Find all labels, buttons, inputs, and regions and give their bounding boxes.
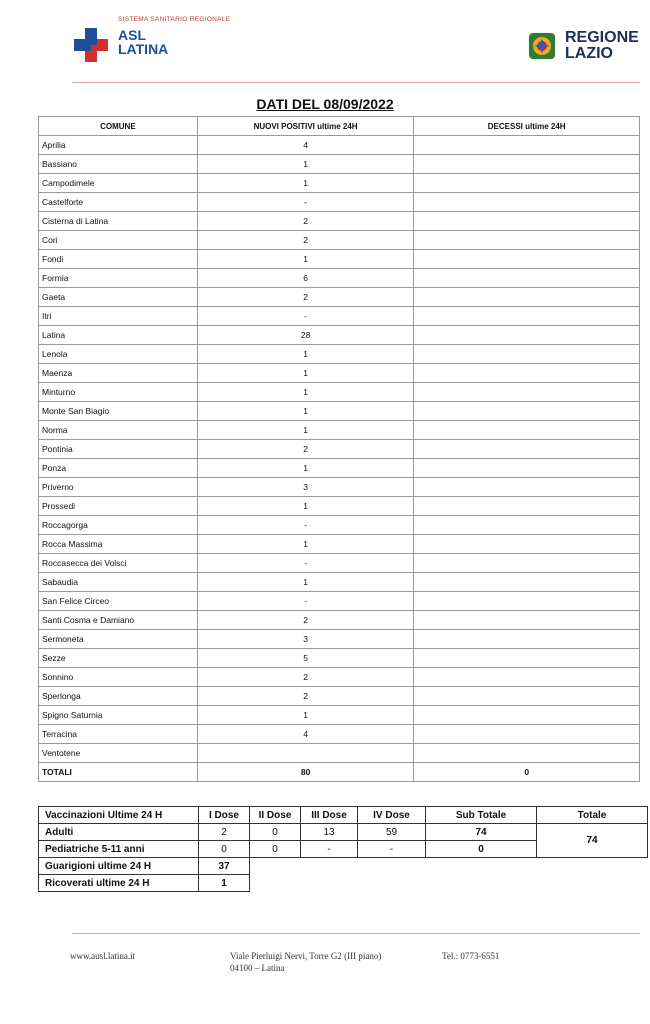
table-row	[39, 459, 640, 478]
decessi-cell	[414, 744, 640, 763]
positivi-cell: 1	[197, 573, 414, 592]
decessi-cell	[414, 345, 640, 364]
table-row	[39, 725, 640, 744]
table-row	[39, 687, 640, 706]
table-header-row	[39, 117, 640, 136]
header-divider	[72, 82, 640, 83]
decessi-cell	[414, 592, 640, 611]
positivi-cell	[197, 744, 414, 763]
comune-cell: Campodimele	[39, 174, 198, 193]
comune-cell: Priverno	[39, 478, 198, 497]
comune-cell: Roccagorga	[39, 516, 198, 535]
totals-decessi: 0	[414, 763, 640, 782]
table-row	[39, 649, 640, 668]
table-row	[39, 326, 640, 345]
decessi-cell	[414, 136, 640, 155]
table-row	[39, 250, 640, 269]
regione-lazio-text: REGIONE LAZIO	[565, 29, 639, 62]
footer-website[interactable]: www.ausl.latina.it	[70, 951, 136, 961]
comune-cell: Lenola	[39, 345, 198, 364]
decessi-cell	[414, 364, 640, 383]
comune-cell: Sezze	[39, 649, 198, 668]
positivi-cell: 1	[197, 364, 414, 383]
vax-header-row: Vaccinazioni Ultime 24 H I Dose II Dose III Dose IV Dose Sub Totale Totale	[39, 807, 648, 824]
comune-cell: Castelforte	[39, 193, 198, 212]
decessi-cell	[414, 706, 640, 725]
positivi-cell: -	[197, 307, 414, 326]
comune-cell: Fondi	[39, 250, 198, 269]
decessi-cell	[414, 459, 640, 478]
positivi-cell: 2	[197, 611, 414, 630]
comune-cell: Prossedi	[39, 497, 198, 516]
regione-lazio-emblem-icon	[526, 30, 558, 62]
table-row	[39, 288, 640, 307]
positivi-cell: 2	[197, 668, 414, 687]
table-row	[39, 402, 640, 421]
table-row	[39, 345, 640, 364]
comune-cell: Itri	[39, 307, 198, 326]
decessi-cell	[414, 421, 640, 440]
positivi-cell: 28	[197, 326, 414, 345]
comune-cell: Minturno	[39, 383, 198, 402]
vax-row-pediatriche: Pediatriche 5-11 anni 0 0 - - 0	[39, 841, 648, 858]
table-row	[39, 421, 640, 440]
comune-cell: Ponza	[39, 459, 198, 478]
positivi-cell: 4	[197, 725, 414, 744]
asl-logo-text: ASL LATINA	[118, 27, 169, 57]
decessi-cell	[414, 649, 640, 668]
ricoverati-row: Ricoverati ultime 24 H 1	[39, 875, 648, 892]
comune-cell: Rocca Massima	[39, 535, 198, 554]
decessi-cell	[414, 326, 640, 345]
decessi-cell	[414, 516, 640, 535]
decessi-cell	[414, 440, 640, 459]
positivi-cell: 1	[197, 459, 414, 478]
comune-cell: Roccasecca dei Volsci	[39, 554, 198, 573]
decessi-cell	[414, 668, 640, 687]
positivi-cell: -	[197, 193, 414, 212]
positivi-cell: -	[197, 516, 414, 535]
table-row	[39, 706, 640, 725]
decessi-cell	[414, 269, 640, 288]
decessi-cell	[414, 497, 640, 516]
positivi-cell: 5	[197, 649, 414, 668]
comune-cell: Spigno Saturnia	[39, 706, 198, 725]
comune-cell: Ventotene	[39, 744, 198, 763]
positivi-cell: 2	[197, 212, 414, 231]
comuni-table	[38, 116, 640, 782]
positivi-cell: 1	[197, 345, 414, 364]
footer-address: Viale Pierluigi Nervi, Torre G2 (III piano) 04100 – Latina	[230, 951, 382, 973]
comune-cell: Sermoneta	[39, 630, 198, 649]
comune-cell: Latina	[39, 326, 198, 345]
decessi-cell	[414, 193, 640, 212]
comune-cell: Bassiano	[39, 155, 198, 174]
table-row	[39, 497, 640, 516]
table-row	[39, 231, 640, 250]
decessi-cell	[414, 174, 640, 193]
decessi-cell	[414, 231, 640, 250]
comune-cell: Pontinia	[39, 440, 198, 459]
comune-cell: Sabaudia	[39, 573, 198, 592]
table-row	[39, 193, 640, 212]
col-header-decessi: DECESSI ultime 24H	[414, 117, 640, 136]
table-row	[39, 212, 640, 231]
table-row	[39, 174, 640, 193]
positivi-cell: -	[197, 592, 414, 611]
comune-cell: Formia	[39, 269, 198, 288]
decessi-cell	[414, 250, 640, 269]
table-row	[39, 535, 640, 554]
positivi-cell: 3	[197, 478, 414, 497]
comune-cell: Aprilia	[39, 136, 198, 155]
comune-cell: Sonnino	[39, 668, 198, 687]
asl-cross-logo	[74, 28, 108, 62]
table-row	[39, 744, 640, 763]
decessi-cell	[414, 535, 640, 554]
comune-cell: Cori	[39, 231, 198, 250]
vax-totale: 74	[537, 824, 648, 858]
positivi-cell: 1	[197, 421, 414, 440]
decessi-cell	[414, 611, 640, 630]
positivi-cell: 4	[197, 136, 414, 155]
table-row	[39, 440, 640, 459]
decessi-cell	[414, 288, 640, 307]
positivi-cell: 2	[197, 687, 414, 706]
comune-cell: Monte San Biagio	[39, 402, 198, 421]
table-row	[39, 592, 640, 611]
table-row	[39, 668, 640, 687]
decessi-cell	[414, 402, 640, 421]
system-label: SISTEMA SANITARIO REGIONALE	[118, 16, 231, 23]
positivi-cell: 1	[197, 155, 414, 174]
positivi-cell: 1	[197, 535, 414, 554]
vax-row-adulti: Adulti 2 0 13 59 74 74	[39, 824, 648, 841]
table-row	[39, 554, 640, 573]
col-header-positivi: NUOVI POSITIVI ultime 24H	[197, 117, 414, 136]
decessi-cell	[414, 725, 640, 744]
table-row	[39, 630, 640, 649]
table-row	[39, 478, 640, 497]
decessi-cell	[414, 478, 640, 497]
table-row	[39, 364, 640, 383]
comune-cell: Cisterna di Latina	[39, 212, 198, 231]
decessi-cell	[414, 307, 640, 326]
page-title: DATI DEL 08/09/2022	[256, 96, 394, 112]
decessi-cell	[414, 155, 640, 174]
col-header-comune: COMUNE	[39, 117, 198, 136]
table-row	[39, 155, 640, 174]
positivi-cell: 1	[197, 250, 414, 269]
comune-cell: Gaeta	[39, 288, 198, 307]
decessi-cell	[414, 212, 640, 231]
positivi-cell: 6	[197, 269, 414, 288]
page-header	[0, 0, 650, 90]
table-row	[39, 573, 640, 592]
table-row	[39, 516, 640, 535]
comune-cell: Maenza	[39, 364, 198, 383]
positivi-cell: 2	[197, 440, 414, 459]
decessi-cell	[414, 554, 640, 573]
positivi-cell: 1	[197, 174, 414, 193]
decessi-cell	[414, 687, 640, 706]
guarigioni-row: Guarigioni ultime 24 H 37	[39, 858, 648, 875]
positivi-cell: 1	[197, 706, 414, 725]
vaccination-table	[38, 806, 648, 892]
decessi-cell	[414, 630, 640, 649]
decessi-cell	[414, 573, 640, 592]
comune-cell: Norma	[39, 421, 198, 440]
footer-divider	[72, 933, 640, 934]
positivi-cell: 3	[197, 630, 414, 649]
positivi-cell: 1	[197, 402, 414, 421]
totals-row	[39, 763, 640, 782]
totals-label: TOTALI	[39, 763, 198, 782]
comune-cell: Sperlonga	[39, 687, 198, 706]
positivi-cell: 1	[197, 383, 414, 402]
table-row	[39, 611, 640, 630]
comune-cell: Terracina	[39, 725, 198, 744]
positivi-cell: 1	[197, 497, 414, 516]
decessi-cell	[414, 383, 640, 402]
table-row	[39, 136, 640, 155]
footer-phone: Tel.: 0773-6551	[442, 951, 500, 961]
positivi-cell: 2	[197, 231, 414, 250]
totals-positivi: 80	[197, 763, 414, 782]
table-row	[39, 307, 640, 326]
positivi-cell: -	[197, 554, 414, 573]
table-row	[39, 383, 640, 402]
comune-cell: San Felice Circeo	[39, 592, 198, 611]
positivi-cell: 2	[197, 288, 414, 307]
comune-cell: Santi Cosma e Damiano	[39, 611, 198, 630]
table-row	[39, 269, 640, 288]
